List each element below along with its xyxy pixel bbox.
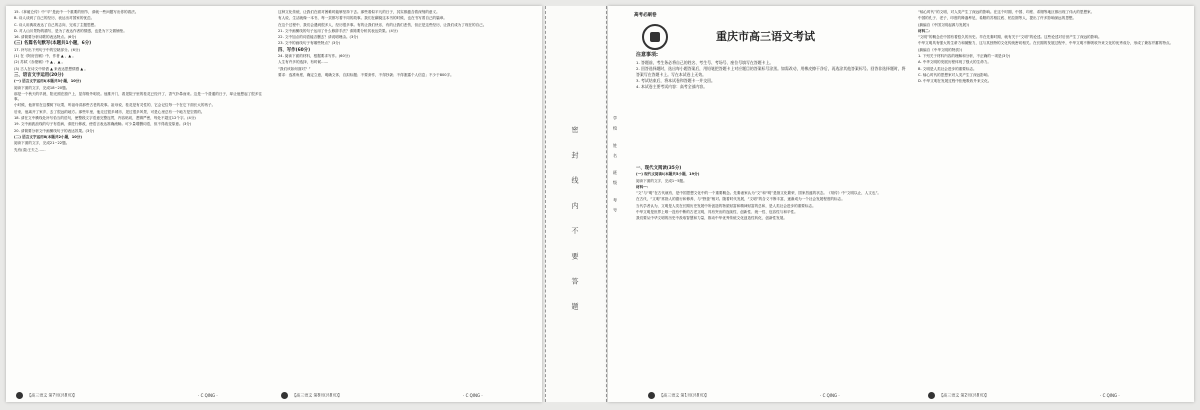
passage: 中华文明是世界上唯一没有中断的古老文明，具有突出的连续性、创新性、统一性、包容性与和平性。 <box>636 210 798 215</box>
question: 21. 文中画横线的句子运用了什么修辞手法？请简要分析其表达效果。(4分) <box>278 28 398 33</box>
right-column-2 <box>918 10 1186 86</box>
notice-item: 1. 答题前，考生务必将自己的姓名、考生号、考场号、座位号填写在答题卡上。 <box>636 60 774 65</box>
brand-label: 高考必刷卷 <box>634 13 657 18</box>
student-id-fields: 学校 姓名 班级 考号 <box>613 116 618 218</box>
passage: 当代学者认为，文明是人类在长期历史发展中所创造的物质财富和精神财富的总和，是人类社会进步的重要标志。 <box>636 203 816 208</box>
footer-right <box>281 392 483 399</box>
logo-icon <box>16 392 23 399</box>
notice-title: 注意事项: <box>636 52 658 58</box>
page-number: 【高三语文 第1页(共8页)】 <box>659 392 709 398</box>
passage: 那是一个秋天的早晨，阳光照在窗户上，显得格外明亮。他推开门，看见院子里的桂花已经开了，香气扑鼻而来。这是一个普通的日子，却让他想起了很多往事。 <box>14 91 262 102</box>
exam-title: 重庆市高三语文考试 <box>716 30 815 43</box>
question: 23. 文中的画线句子有哪些特点？(3分) <box>278 41 341 46</box>
exam-sheet-left <box>6 6 542 402</box>
binding-strip <box>545 6 607 402</box>
page-code: · C QING · <box>198 392 218 398</box>
section-heading: 四、写作(60分) <box>278 47 311 53</box>
passage: 要求：选准角度，确定立意，明确文体，自拟标题；不要套作，不得抄袭；不得泄露个人信息；不少于800字。 <box>278 72 454 77</box>
section-heading: 一、现代文阅读(35分) <box>636 166 682 171</box>
passage: 中华文明具有强大的生命力和凝聚力，这与其独特的文化传统密切相关。在长期的发展过程中，中华文明不断吸收外来文化的优秀成分，形成了兼容并蓄的特点。 <box>918 41 1174 46</box>
option: A. 中华文明的发展历程体现了强大的生命力。 <box>918 60 991 65</box>
notice-item: 2. 回答选择题时，选出每小题答案后，用铅笔把答题卡上对应题目的答案标号涂黑。如需改动，用橡皮擦干净后，再选涂其他答案标号。回答非选择题时，将答案写在答题卡上。写在本试卷上无效。 <box>636 66 906 77</box>
text-line: 阅读下面的文字，完成21~22题。 <box>14 141 70 146</box>
page-code: · C QING · <box>820 392 840 398</box>
reading-section <box>636 166 902 223</box>
text-line: D. 对人山川景物的描写，是为了表达作者的情感，也是为下文做铺垫。 <box>14 28 127 33</box>
logo-icon <box>642 24 668 50</box>
page-code: · C QING · <box>1100 392 1120 398</box>
page-number: 【高三语文 第8页(共8页)】 <box>292 392 342 398</box>
text-line: (2) 苏轼《赤壁赋》中 ▲ ，▲ 。 <box>14 60 66 65</box>
notice-box <box>636 52 906 90</box>
seal-line-notice: 密 封 线 内 不 要 答 题 <box>571 126 579 318</box>
passage: “轴心时代”的文明，对人类产生了深远的影响。在这个时期，中国、印度、希腊等地区都出现了伟大的思想家。 <box>918 10 1095 14</box>
logo-icon <box>648 392 655 399</box>
passage: “文明”的概念在中国有着悠久的历史。早在先秦时期，就有关于“文明”的论述。这些论述对后世产生了深远的影响。 <box>918 35 1102 40</box>
page-code: · C QING · <box>463 392 483 398</box>
footer-right <box>928 392 1120 399</box>
text-line: 16. 请简要分析诗歌的表达特点。(6分) <box>14 35 77 40</box>
option: D. 中华文明在发展过程中拒绝吸收外来文化。 <box>918 79 992 84</box>
text-line: C. 诗人用典故表达了自己的志向，完成了主题思想。 <box>14 22 98 27</box>
passage: 小时候，他常常在这棵树下玩耍，听祖母讲那些古老的故事。祖母说，桂花是有灵性的，它会记住每一个在它下面长大的孩子。 <box>14 103 216 108</box>
notice-item: 3. 考试结束后，将本试卷和答题卡一并交回。 <box>636 78 715 83</box>
section-heading: 三、语言文字运用(20分) <box>14 72 64 78</box>
question: 1. 下列关于材料内容的理解和分析，不正确的一项是(3分) <box>918 54 1011 59</box>
logo-icon <box>281 392 288 399</box>
passage: 人生有许多的选择，有时候…… <box>278 60 329 65</box>
text-line: 17. 补写出下列句子中的空缺部分。(6分) <box>14 47 80 52</box>
passage: 有人说，生活就像一本书，每一页都写着不同的故事。我们在翻阅这本书的时候，也在书写着自己的篇章。 <box>278 16 447 21</box>
option: C. 轴心时代的思想家对人类产生了深远影响。 <box>918 72 992 77</box>
passage: “我们该如何面对？” <box>278 66 311 71</box>
option: B. 文明是人类社会进步的重要标志。 <box>918 66 977 71</box>
text-line: 阅读下面的文字，完成1~5题。 <box>636 178 687 183</box>
text-line: 先有(清)王夫之…… <box>14 147 46 152</box>
passage: 在这个过程中，我们会遇到很多人，经历很多事。有的让我们快乐，有的让我们悲伤，但正是这些经历，让我们成为了现在的自己。 <box>278 22 487 27</box>
question: 22. 文中加点的词语能否删去？请说明理由。(3分) <box>278 35 359 40</box>
page-number: 【高三语文 第7页(共8页)】 <box>27 392 77 398</box>
material-label: 材料一： <box>636 184 651 189</box>
passage: 我们要从中华文明的历史中汲取智慧和力量，推动中华优秀传统文化创造性转化、创新性发展。 <box>636 216 787 221</box>
passage: 中国的孔子、老子，印度的释迦牟尼，希腊的苏格拉底、柏拉图等人，提出了许多影响深远的思想。 <box>918 16 1077 21</box>
exam-sheet-right <box>608 6 1194 402</box>
text-line: (3) 古人在诗文中常借 ▲ 来表达思想情感 ▲ 。 <box>14 66 88 71</box>
sub-heading: (一) 现代文阅读Ⅰ(本题共5小题，19分) <box>636 172 700 177</box>
footer-left <box>16 392 218 399</box>
left-column-2 <box>278 10 534 79</box>
logo-icon <box>928 392 935 399</box>
question: 24. 阅读下面的材料，根据要求写作。(60分) <box>278 54 350 59</box>
section-heading: (三) 名篇名句默写(本题共1小题，6分) <box>14 41 92 47</box>
footer-left <box>648 392 840 399</box>
source-note: (摘编自《中国文明起源与发展》) <box>918 22 970 27</box>
page-number: 【高三语文 第2页(共8页)】 <box>939 392 989 398</box>
text-line: 15.《拿破仑传》中“平”是此中一个重要的细节，请就一些问题写出你的看法。 <box>14 10 139 14</box>
passage: 后来，他离开了家乡，去了很远的地方。那些年里，他走过很多城市，见过很多风景，可是心里总有一个地方是空着的。 <box>14 109 205 114</box>
sub-heading: (一) 语言文字运用Ⅰ(本题共3小题，10分) <box>14 79 81 84</box>
source-note: (摘编自《中华文明的特质》) <box>918 47 963 52</box>
question: 20. 请简要分析文中画横线句子的表达效果。(3分) <box>14 128 95 133</box>
sub-heading: (二) 语言文字运用Ⅱ(本题共2小题，10分) <box>14 134 83 139</box>
text-line: (1) 在《阿房宫赋》中，作者 ▲ ，▲ 。 <box>14 54 76 59</box>
left-column-1 <box>14 10 266 154</box>
right-column-1 <box>626 6 906 402</box>
passage: 这种文化传统，让我们在面对困难时能够坚持下去。那些看似平凡的日子，其实都蕴含着深刻的意义。 <box>278 10 440 14</box>
passage: “文”与“明”在古代就有，是中国思想文化中的一个重要概念。先秦诸家认为“文”和“明”是指文化繁荣、国家昌盛的状态。《易传》中“文明以止，人文也”。 <box>636 191 882 196</box>
text-line: B. 诗人谈到了自己的经历，表达出对国家的忧虑。 <box>14 16 95 21</box>
passage: 在古代，“文明”常指人的德行和修养，与“野蛮”相对。随着时代发展，“文明”的含义不断丰富，逐渐成为一个社会发展程度的标志。 <box>636 197 845 202</box>
question: 18. 请在文中横线处补写恰当的语句，使整段文字语意完整连贯，内容贴切，逻辑严密，每处不超过12个字。(4分) <box>14 116 196 121</box>
question: 19. 文中画波浪线的句子有语病，请进行修改，使语言表达准确流畅。可少量增删词语，但不得改变原意。(3分) <box>14 122 192 127</box>
material-label: 材料二： <box>918 28 933 33</box>
notice-item: 4. 本试卷主要考试内容：高考全部内容。 <box>636 84 708 89</box>
text-line: 阅读下面的文字，完成18~20题。 <box>14 85 70 90</box>
